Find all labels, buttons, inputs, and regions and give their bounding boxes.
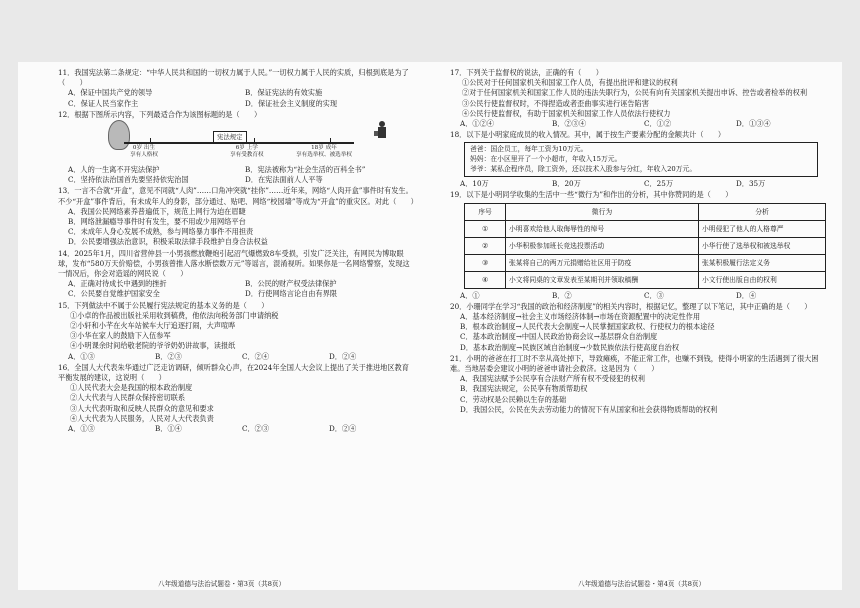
question-text: 17．下列关于监督权的说法，正确的有（ ） bbox=[450, 68, 603, 77]
right-column bbox=[450, 68, 828, 416]
cell-analysis: 张某积极履行法定义务 bbox=[699, 254, 826, 271]
option-c[interactable]: C．③ bbox=[644, 290, 664, 300]
cell-index: ① bbox=[465, 220, 506, 237]
option-c[interactable]: C．25万 bbox=[644, 179, 674, 189]
cell-analysis: 小文行使出版自由的权利 bbox=[699, 271, 826, 288]
option-a[interactable]: A．①③ bbox=[68, 424, 95, 434]
question-text: 14．2025年1月，四川省营仲县一小男孩燃放鞭炮引起沼气爆燃致8车受损，引发广泛关注，有网民为博取眼球，发布“580万天价赔偿，小男孩曾推人落水断偿数万元”等谣言，混淆视听。如果你是一名网络警察，发现这一情况后，你会对造谣的网民说（ ） bbox=[58, 248, 410, 279]
question-18 bbox=[450, 130, 828, 189]
question-11 bbox=[58, 68, 416, 109]
option-b[interactable]: B．根本政治制度→人民代表大会制度→人民掌握国家政权、行使权力的根本途径 bbox=[460, 322, 715, 332]
question-text: 16．全国人大代表朱华通过广泛走访调研，倾听群众心声，在2024年全国人大会议上提出了关于推进地区教育平衡发展的建议，这说明（ ） bbox=[58, 362, 409, 383]
option-a[interactable]: A．人的一生离不开宪法保护 bbox=[68, 165, 160, 175]
option-a[interactable]: A．保证中国共产党的领导 bbox=[68, 88, 153, 98]
option-c[interactable]: C．保证人民当家作主 bbox=[68, 98, 139, 108]
timeline-box-label: 宪法规定 bbox=[213, 131, 247, 143]
statement-2: ②小轩和小芊在火车站候车大厅追逐打闹，大声喧哗 bbox=[70, 321, 236, 331]
table-row bbox=[465, 254, 826, 271]
option-d[interactable]: D．在宪法面前人人平等 bbox=[245, 175, 323, 185]
option-b[interactable]: B．宪法被称为“社会生活的百科全书” bbox=[245, 165, 366, 175]
header-behavior: 微行为 bbox=[506, 203, 699, 220]
option-d[interactable]: D．②④ bbox=[329, 351, 357, 361]
statement-3: ③人大代表听取和反映人民群众的意见和要求 bbox=[70, 403, 214, 413]
question-15 bbox=[58, 301, 416, 362]
statement-1: ①小卓的作品被出版社采用收到稿费，他依法向税务部门申请纳税 bbox=[70, 310, 279, 320]
option-d[interactable]: D．②④ bbox=[329, 424, 357, 434]
statement-1: ①公民对于任何国家机关和国家工作人员，有提出批评和建议的权利 bbox=[462, 78, 678, 88]
option-d[interactable]: D．公民要增强法治意识，积极采取法律手段维护自身合法权益 bbox=[68, 237, 268, 247]
info-line-dad: 爸爸：国企员工，每年工资为10万元。 bbox=[470, 145, 588, 154]
cell-behavior: 张某将自己的两万元捐赠给社区用于防疫 bbox=[506, 254, 699, 271]
income-info-box bbox=[464, 142, 818, 177]
timeline-label-school: 6岁 上学 享有受教育权 bbox=[230, 145, 264, 159]
option-b[interactable]: B．公民的财产权受法律保护 bbox=[245, 279, 337, 289]
baby-figure bbox=[108, 120, 130, 150]
option-b[interactable]: B．我国宪法规定，公民享有物质帮助权 bbox=[460, 384, 588, 394]
question-text: 21．小明的爸爸在打工时不幸从高处掉下，导致瘫痪，不能正常工作，也赚不到钱，使得小明家的生活遇到了很大困难。当地居委会建议小明的爸爸申请社会救济。这是因为（ ） bbox=[450, 353, 819, 374]
tick-0 bbox=[150, 138, 151, 143]
cell-index: ④ bbox=[465, 271, 506, 288]
cell-analysis: 小华行使了选举权和被选举权 bbox=[699, 237, 826, 254]
statement-2: ②人大代表与人民群众保持密切联系 bbox=[70, 393, 186, 403]
page-footer-right: 八年级道德与法治试题卷・第4页（共8页） bbox=[578, 580, 706, 588]
info-line-grandpa: 爷爷：某私企程序员，除工资外，还以技术入股参与分红，年收入20万元。 bbox=[470, 164, 697, 173]
header-index: 序号 bbox=[465, 203, 506, 220]
cell-behavior: 小华积极参加班长竞选投票活动 bbox=[506, 237, 699, 254]
option-b[interactable]: B．②③ bbox=[155, 351, 182, 361]
left-column bbox=[58, 68, 416, 435]
option-b[interactable]: B．20万 bbox=[552, 179, 581, 189]
option-b[interactable]: B．保证宪法的有效实施 bbox=[245, 88, 323, 98]
question-13 bbox=[58, 186, 416, 247]
option-c[interactable]: C．劳动权是公民赖以生存的基础 bbox=[460, 394, 567, 404]
option-a[interactable]: A．①③ bbox=[68, 351, 95, 361]
option-d[interactable]: D．行使网络言论自由有界限 bbox=[245, 289, 338, 299]
statement-3: ③小华在家人的鼓励下入伍参军 bbox=[70, 331, 171, 341]
cell-index: ③ bbox=[465, 254, 506, 271]
statement-3: ③公民行使监督权时，不得捏造或者歪曲事实进行诬告陷害 bbox=[462, 98, 649, 108]
option-d[interactable]: D．①③④ bbox=[736, 119, 771, 129]
table-row bbox=[465, 220, 826, 237]
table-row bbox=[465, 237, 826, 254]
option-d[interactable]: D．保证社会主义制度的实现 bbox=[245, 98, 338, 108]
question-20 bbox=[450, 302, 828, 353]
option-c[interactable]: C．①② bbox=[644, 119, 672, 129]
question-text: 15．下列做法中不属于公民履行宪法规定的基本义务的是（ ） bbox=[58, 300, 269, 310]
cell-index: ② bbox=[465, 237, 506, 254]
option-c[interactable]: C．基本政治制度→中国人民政治协商会议→基层群众自治制度 bbox=[460, 332, 658, 342]
statement-2: ②对于任何国家机关和国家工作人员的违法失职行为，公民有向有关国家机关提出申诉、控告或者检举的权利 bbox=[462, 88, 808, 98]
info-line-mom: 妈妈：在小区里开了一个小超市，年收入15万元。 bbox=[470, 155, 622, 164]
option-d[interactable]: D．我国公民，公民在失去劳动能力的情况下有从国家和社会获得物质帮助的权利 bbox=[460, 404, 718, 414]
page-footer-left: 八年级道德与法治试题卷・第3页（共8页） bbox=[158, 580, 286, 588]
option-c[interactable]: C．未成年人身心发展不成熟，参与网络暴力事件不用担责 bbox=[68, 227, 254, 237]
adult-figure bbox=[378, 121, 386, 145]
question-text: 18．以下是小明家庭成员的收入情况。其中，属于按生产要素分配的金额共计（ ） bbox=[450, 130, 726, 140]
option-b[interactable]: B．①④ bbox=[155, 424, 182, 434]
option-c[interactable]: C．坚持依法治国首先要坚持依宪治国 bbox=[68, 175, 189, 185]
timeline-label-birth: 0岁 出生 享有人格权 bbox=[130, 145, 158, 159]
table-header-row bbox=[465, 203, 826, 220]
statement-4: ④公民行使监督权，有助于国家机关和国家工作人员依法行使权力 bbox=[462, 108, 671, 118]
option-a[interactable]: A．10万 bbox=[460, 179, 489, 189]
option-c[interactable]: C．②③ bbox=[242, 424, 270, 434]
behavior-table bbox=[464, 203, 826, 289]
option-a[interactable]: A．我国公民网络素养普遍低下，规范上网行为迫在眉睫 bbox=[68, 206, 246, 216]
option-b[interactable]: B．② bbox=[552, 290, 572, 300]
option-a[interactable]: A．① bbox=[460, 290, 480, 300]
option-a[interactable]: A．我国宪法赋予公民享有合法财产所有权不受侵犯的权利 bbox=[460, 374, 645, 384]
header-analysis: 分析 bbox=[699, 203, 826, 220]
statement-4: ④小明课余时间给敬老院的爷爷奶奶讲故事，读报纸 bbox=[70, 341, 236, 351]
statement-1: ①人民代表大会是我国的根本政治制度 bbox=[70, 383, 193, 393]
question-text: 20．小珊同学在学习“我国的政治和经济制度”的相关内容时，根据记忆，整理了以下笔记，其中正确的是（ ） bbox=[450, 301, 812, 311]
option-c[interactable]: C．公民要自觉维护国家安全 bbox=[68, 289, 160, 299]
timeline-figure bbox=[58, 120, 416, 164]
option-d[interactable]: D．④ bbox=[736, 290, 757, 300]
question-16 bbox=[58, 363, 416, 434]
tick-6 bbox=[254, 138, 255, 143]
question-19 bbox=[450, 190, 828, 300]
cell-behavior: 小明喜欢给他人取侮辱性的绰号 bbox=[506, 220, 699, 237]
option-d[interactable]: D．基本政治制度→民族区域自治制度→少数民族依法行使高度自治权 bbox=[460, 342, 680, 352]
statement-4: ④人大代表为人民服务，人民对人大代表负责 bbox=[70, 413, 214, 423]
option-a[interactable]: A．①②④ bbox=[460, 119, 494, 129]
cell-behavior: 小文将同桌的文章发表至某期刊并领取稿酬 bbox=[506, 271, 699, 288]
question-text: 19．以下是小明同学收集的生活中一些“微行为”和作出的分析，其中你赞同的是（ ） bbox=[450, 190, 733, 200]
tick-18 bbox=[330, 138, 331, 143]
question-17 bbox=[450, 68, 828, 129]
exam-sheet bbox=[18, 62, 842, 590]
option-b[interactable]: B．网络泄漏瘾导事件时有发生，要不用或少用网络平台 bbox=[68, 217, 246, 227]
question-text: 13．一言不合就“开盒”，意见不同就“人肉”……口角冲突就“挂你”……近年来，网络“人肉开盒”事件时有发生。不少“开盒”事件背后，有未成年人的身影，部分通过、贴吧、网络“校园墙”等成为“开盒”的重灾区。对此（ ） bbox=[58, 186, 418, 206]
timeline-label-adult: 18岁 成年 享有选举权、被选举权 bbox=[296, 145, 352, 159]
question-text: 12．根据下图所示内容，下列最适合作为该图标题的是（ ） bbox=[58, 109, 262, 119]
option-b[interactable]: B．②③④ bbox=[552, 119, 587, 129]
option-a[interactable]: A．基本经济制度→社会主义市场经济体制→市场在资源配置中的决定性作用 bbox=[460, 312, 701, 322]
option-c[interactable]: C．②④ bbox=[242, 351, 270, 361]
option-a[interactable]: A．正确对待成长中遇到的挫折 bbox=[68, 279, 167, 289]
cell-analysis: 小明侵犯了他人的人格尊严 bbox=[699, 220, 826, 237]
option-d[interactable]: D．35万 bbox=[736, 179, 766, 189]
question-21 bbox=[450, 354, 828, 415]
table-row bbox=[465, 271, 826, 288]
question-text: 11．我国宪法第二条规定：“中华人民共和国的一切权力属于人民。”一切权力属于人民的实质，归根到底是为了（ ） bbox=[58, 68, 409, 88]
question-14 bbox=[58, 249, 416, 300]
question-12 bbox=[58, 110, 416, 186]
